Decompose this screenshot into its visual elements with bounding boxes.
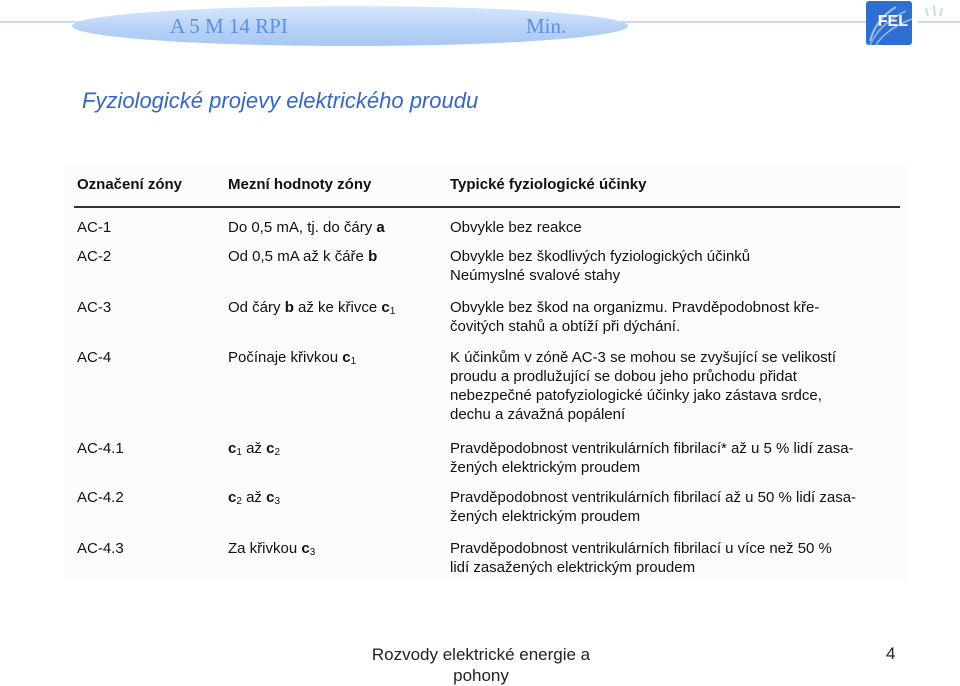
- zones-table: [64, 166, 910, 582]
- zone-cell: AC-4.1: [77, 440, 124, 457]
- course-code: A 5 M 14 RPI: [170, 14, 288, 38]
- header-rule: [74, 206, 900, 208]
- limit-cell: Od čáry b až ke křivce $c_1$: [228, 299, 396, 317]
- footer-course-name: Rozvody elektrické energie a pohony: [371, 645, 591, 685]
- zone-cell: AC-3: [77, 299, 112, 316]
- zone-cell: AC-4.3: [77, 540, 124, 557]
- zone-cell: AC-2: [77, 248, 112, 265]
- effect-cell: K účinkům v zóně AC-3 se mohou se zvyšující se velikostí proudu a prodlužující se dobou jeho průchodu přidat nebezpečné patofyziologické účinky jako zástava srdce, dechu a závažná popálení: [450, 349, 836, 423]
- corner-marks-icon: [918, 4, 960, 34]
- limit-cell: Za křivkou $c_3$: [228, 540, 316, 558]
- effect-cell: Obvykle bez škodlivých fyziologických účinků Neúmyslné svalové stahy: [450, 248, 751, 284]
- page-title: Fyziologické projevy elektrického proudu: [82, 88, 479, 113]
- zone-cell: AC-4: [77, 349, 112, 366]
- limit-cell: Do 0,5 mA, tj. do čáry a: [228, 219, 385, 236]
- header-limits: Mezní hodnoty zóny: [228, 176, 372, 193]
- effect-cell: Pravděpodobnost ventrikulárních fibrilací* až u 5 % lidí zasa- žených elektrickým proudem: [450, 440, 854, 476]
- header-effects: Typické fyziologické účinky: [450, 176, 647, 193]
- zone-cell: AC-1: [77, 219, 112, 236]
- limit-cell: $c_2$ až $c_3$: [228, 489, 280, 507]
- logo-text: FEL: [877, 13, 908, 30]
- effect-cell: Obvykle bez reakce: [450, 219, 582, 236]
- limit-cell: $c_1$ až $c_2$: [228, 440, 280, 458]
- header-min-label: Min.: [526, 14, 567, 38]
- header-zone: Označení zóny: [77, 176, 183, 193]
- header-line-right: [620, 21, 890, 23]
- fel-logo: [866, 1, 912, 45]
- effect-cell: Pravděpodobnost ventrikulárních fibrilací až u 50 % lidí zasa- žených elektrickým proudem: [450, 489, 857, 525]
- limit-cell: Počínaje křivkou $c_1$: [228, 349, 357, 367]
- effect-cell: Pravděpodobnost ventrikulárních fibrilací u více než 50 % lidí zasažených elektrickým proudem: [450, 540, 832, 576]
- limit-cell: Od 0,5 mA až k čáře b: [228, 248, 378, 265]
- effect-cell: Obvykle bez škod na organizmu. Pravděpodobnost kře- čovitých stahů a obtíží při dýchání.: [450, 299, 820, 335]
- zone-cell: AC-4.2: [77, 489, 124, 506]
- page-number: 4: [886, 644, 896, 663]
